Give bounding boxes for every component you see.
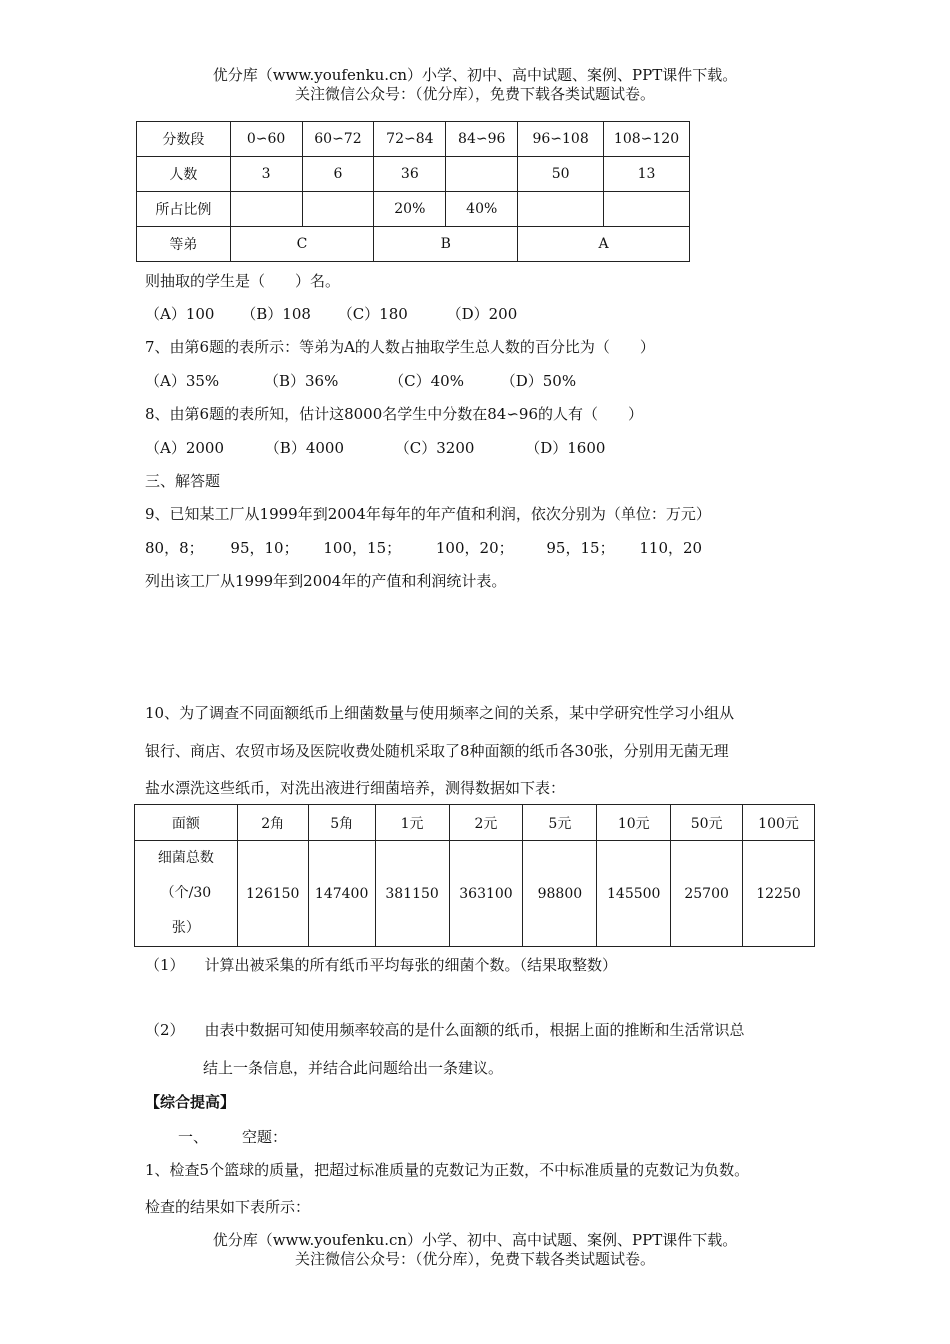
table-cell: 381150 [375, 841, 449, 947]
data-pair: 95，15； [546, 539, 615, 557]
table-cell [604, 192, 690, 227]
sub-number: （1） [145, 956, 185, 974]
row-label-line: 张） [171, 920, 200, 936]
table-cell: 12250 [743, 841, 815, 947]
page-header [0, 66, 950, 104]
section-heading: 三、解答题 [145, 472, 221, 490]
table-cell: 98800 [523, 841, 597, 947]
q7-stem: 7、由第6题的表所示：等弟为A的人数占抽取学生总人数的百分比为（ ） [145, 338, 655, 356]
option: （D）50% [500, 372, 577, 390]
header-cell: 100元 [743, 805, 815, 841]
q9-data [145, 537, 702, 558]
table-cell: 72∽84 [374, 122, 446, 157]
section-heading: 【综合提高】 [145, 1093, 236, 1111]
table-cell: 6 [302, 157, 374, 192]
table-cell: 3 [230, 157, 302, 192]
q10-sub1 [145, 954, 617, 975]
header-cell: 面额 [135, 805, 238, 841]
table-row [137, 192, 690, 227]
table-cell: 36 [374, 157, 446, 192]
header-line-2: 关注微信公众号：（优分库），免费下载各类试题试卷。 [294, 85, 655, 103]
option: （B）4000 [264, 439, 344, 457]
table-cell: 60∽72 [302, 122, 374, 157]
section-number: 一、 [178, 1128, 209, 1146]
table-row [135, 805, 815, 841]
table-row [137, 122, 690, 157]
q10-line-1: 10、为了调查不同面额纸币上细菌数量与使用频率之间的关系，某中学研究性学习小组从 [145, 704, 735, 722]
table-row [137, 157, 690, 192]
table-cell: 0∽60 [230, 122, 302, 157]
sub-number: （2） [145, 1021, 185, 1039]
q1-line-2: 检查的结果如下表所示： [145, 1198, 311, 1216]
row-header-grade: 等弟 [137, 227, 231, 262]
table-cell: 13 [604, 157, 690, 192]
table-cell: 40% [446, 192, 518, 227]
table-cell: 147400 [308, 841, 375, 947]
data-pair: 100，15； [323, 539, 402, 557]
q8-options [145, 437, 605, 458]
option: （C）180 [337, 305, 408, 323]
row-header-count: 人数 [137, 157, 231, 192]
table-cell: 108∽120 [604, 122, 690, 157]
footer-line-1: 优分库（www.youfenku.cn）小学、初中、高中试题、案例、PPT课件下载。 [212, 1231, 738, 1249]
header-cell: 10元 [597, 805, 671, 841]
table-cell: 84∽96 [446, 122, 518, 157]
table-cell [446, 157, 518, 192]
table-cell: 25700 [671, 841, 743, 947]
q9-task: 列出该工厂从1999年到2004年的产值和利润统计表。 [145, 572, 507, 590]
data-pair: 110，20 [639, 539, 703, 557]
q8-stem: 8、由第6题的表所知，估计这8000名学生中分数在84∽96的人有（ ） [145, 405, 644, 423]
header-line-1: 优分库（www.youfenku.cn）小学、初中、高中试题、案例、PPT课件下载。 [212, 66, 738, 84]
option: （C）40% [389, 372, 464, 390]
section-title: 空题： [242, 1128, 288, 1146]
q10-sub2 [145, 1019, 745, 1040]
q9-stem: 9、已知某工厂从1999年到2004年每年的年产值和利润，依次分别为（单位：万元） [145, 505, 711, 523]
q6-options [145, 303, 517, 324]
q10-sub2-line-2: 结上一条信息，并结合此问题给出一条建议。 [203, 1059, 504, 1077]
option: （A）2000 [145, 439, 225, 457]
table-cell: A [518, 227, 690, 262]
table-cell: C [230, 227, 374, 262]
header-cell: 2角 [237, 805, 308, 841]
option: （C）3200 [394, 439, 475, 457]
q10-line-2: 银行、商店、农贸市场及医院收费处随机采取了8种面额的纸币各30张，分别用无菌无理 [145, 742, 729, 760]
row-header-score-range: 分数段 [137, 122, 231, 157]
header-cell: 1元 [375, 805, 449, 841]
header-cell: 5元 [523, 805, 597, 841]
q6-stem: 则抽取的学生是（ ）名。 [145, 272, 341, 290]
q7-options [145, 370, 576, 391]
option: （A）100 [145, 305, 215, 323]
header-cell: 2元 [449, 805, 523, 841]
row-header-ratio: 所占比例 [137, 192, 231, 227]
header-cell: 50元 [671, 805, 743, 841]
q1-line-1: 1、检查5个篮球的质量，把超过标准质量的克数记为正数，不中标准质量的克数记为负数。 [145, 1161, 750, 1179]
option: （B）36% [263, 372, 339, 390]
score-distribution-table [136, 121, 690, 262]
data-pair: 95，10； [230, 539, 299, 557]
table-cell: 126150 [237, 841, 308, 947]
table-cell: 363100 [449, 841, 523, 947]
table-row [135, 841, 815, 947]
option: （A）35% [145, 372, 220, 390]
option: （B）108 [241, 305, 311, 323]
table-cell [230, 192, 302, 227]
option: （D）200 [446, 305, 518, 323]
table-cell: 20% [374, 192, 446, 227]
table-cell [302, 192, 374, 227]
table-row [137, 227, 690, 262]
header-cell: 5角 [308, 805, 375, 841]
row-label-line: 细菌总数 [157, 850, 214, 866]
table-cell: 96∽108 [518, 122, 604, 157]
sub-text: 计算出被采集的所有纸币平均每张的细菌个数。（结果取整数） [204, 956, 618, 974]
footer-line-2: 关注微信公众号：（优分库），免费下载各类试题试卷。 [294, 1250, 655, 1268]
data-pair: 100，20； [435, 539, 514, 557]
page-footer [0, 1231, 950, 1269]
table-cell [518, 192, 604, 227]
table-cell: 50 [518, 157, 604, 192]
fill-section-heading [178, 1126, 287, 1147]
data-pair: 80，8； [145, 539, 204, 557]
option: （D）1600 [525, 439, 606, 457]
row-header-bacteria-count [135, 841, 238, 947]
table-cell: B [374, 227, 518, 262]
bacteria-table [134, 804, 815, 947]
q10-line-3: 盐水漂洗这些纸币，对洗出液进行细菌培养，测得数据如下表： [145, 779, 566, 797]
sub-text: 由表中数据可知使用频率较高的是什么面额的纸币，根据上面的推断和生活常识总 [204, 1021, 745, 1039]
row-label-line: （个/30 [160, 885, 212, 901]
table-cell: 145500 [597, 841, 671, 947]
